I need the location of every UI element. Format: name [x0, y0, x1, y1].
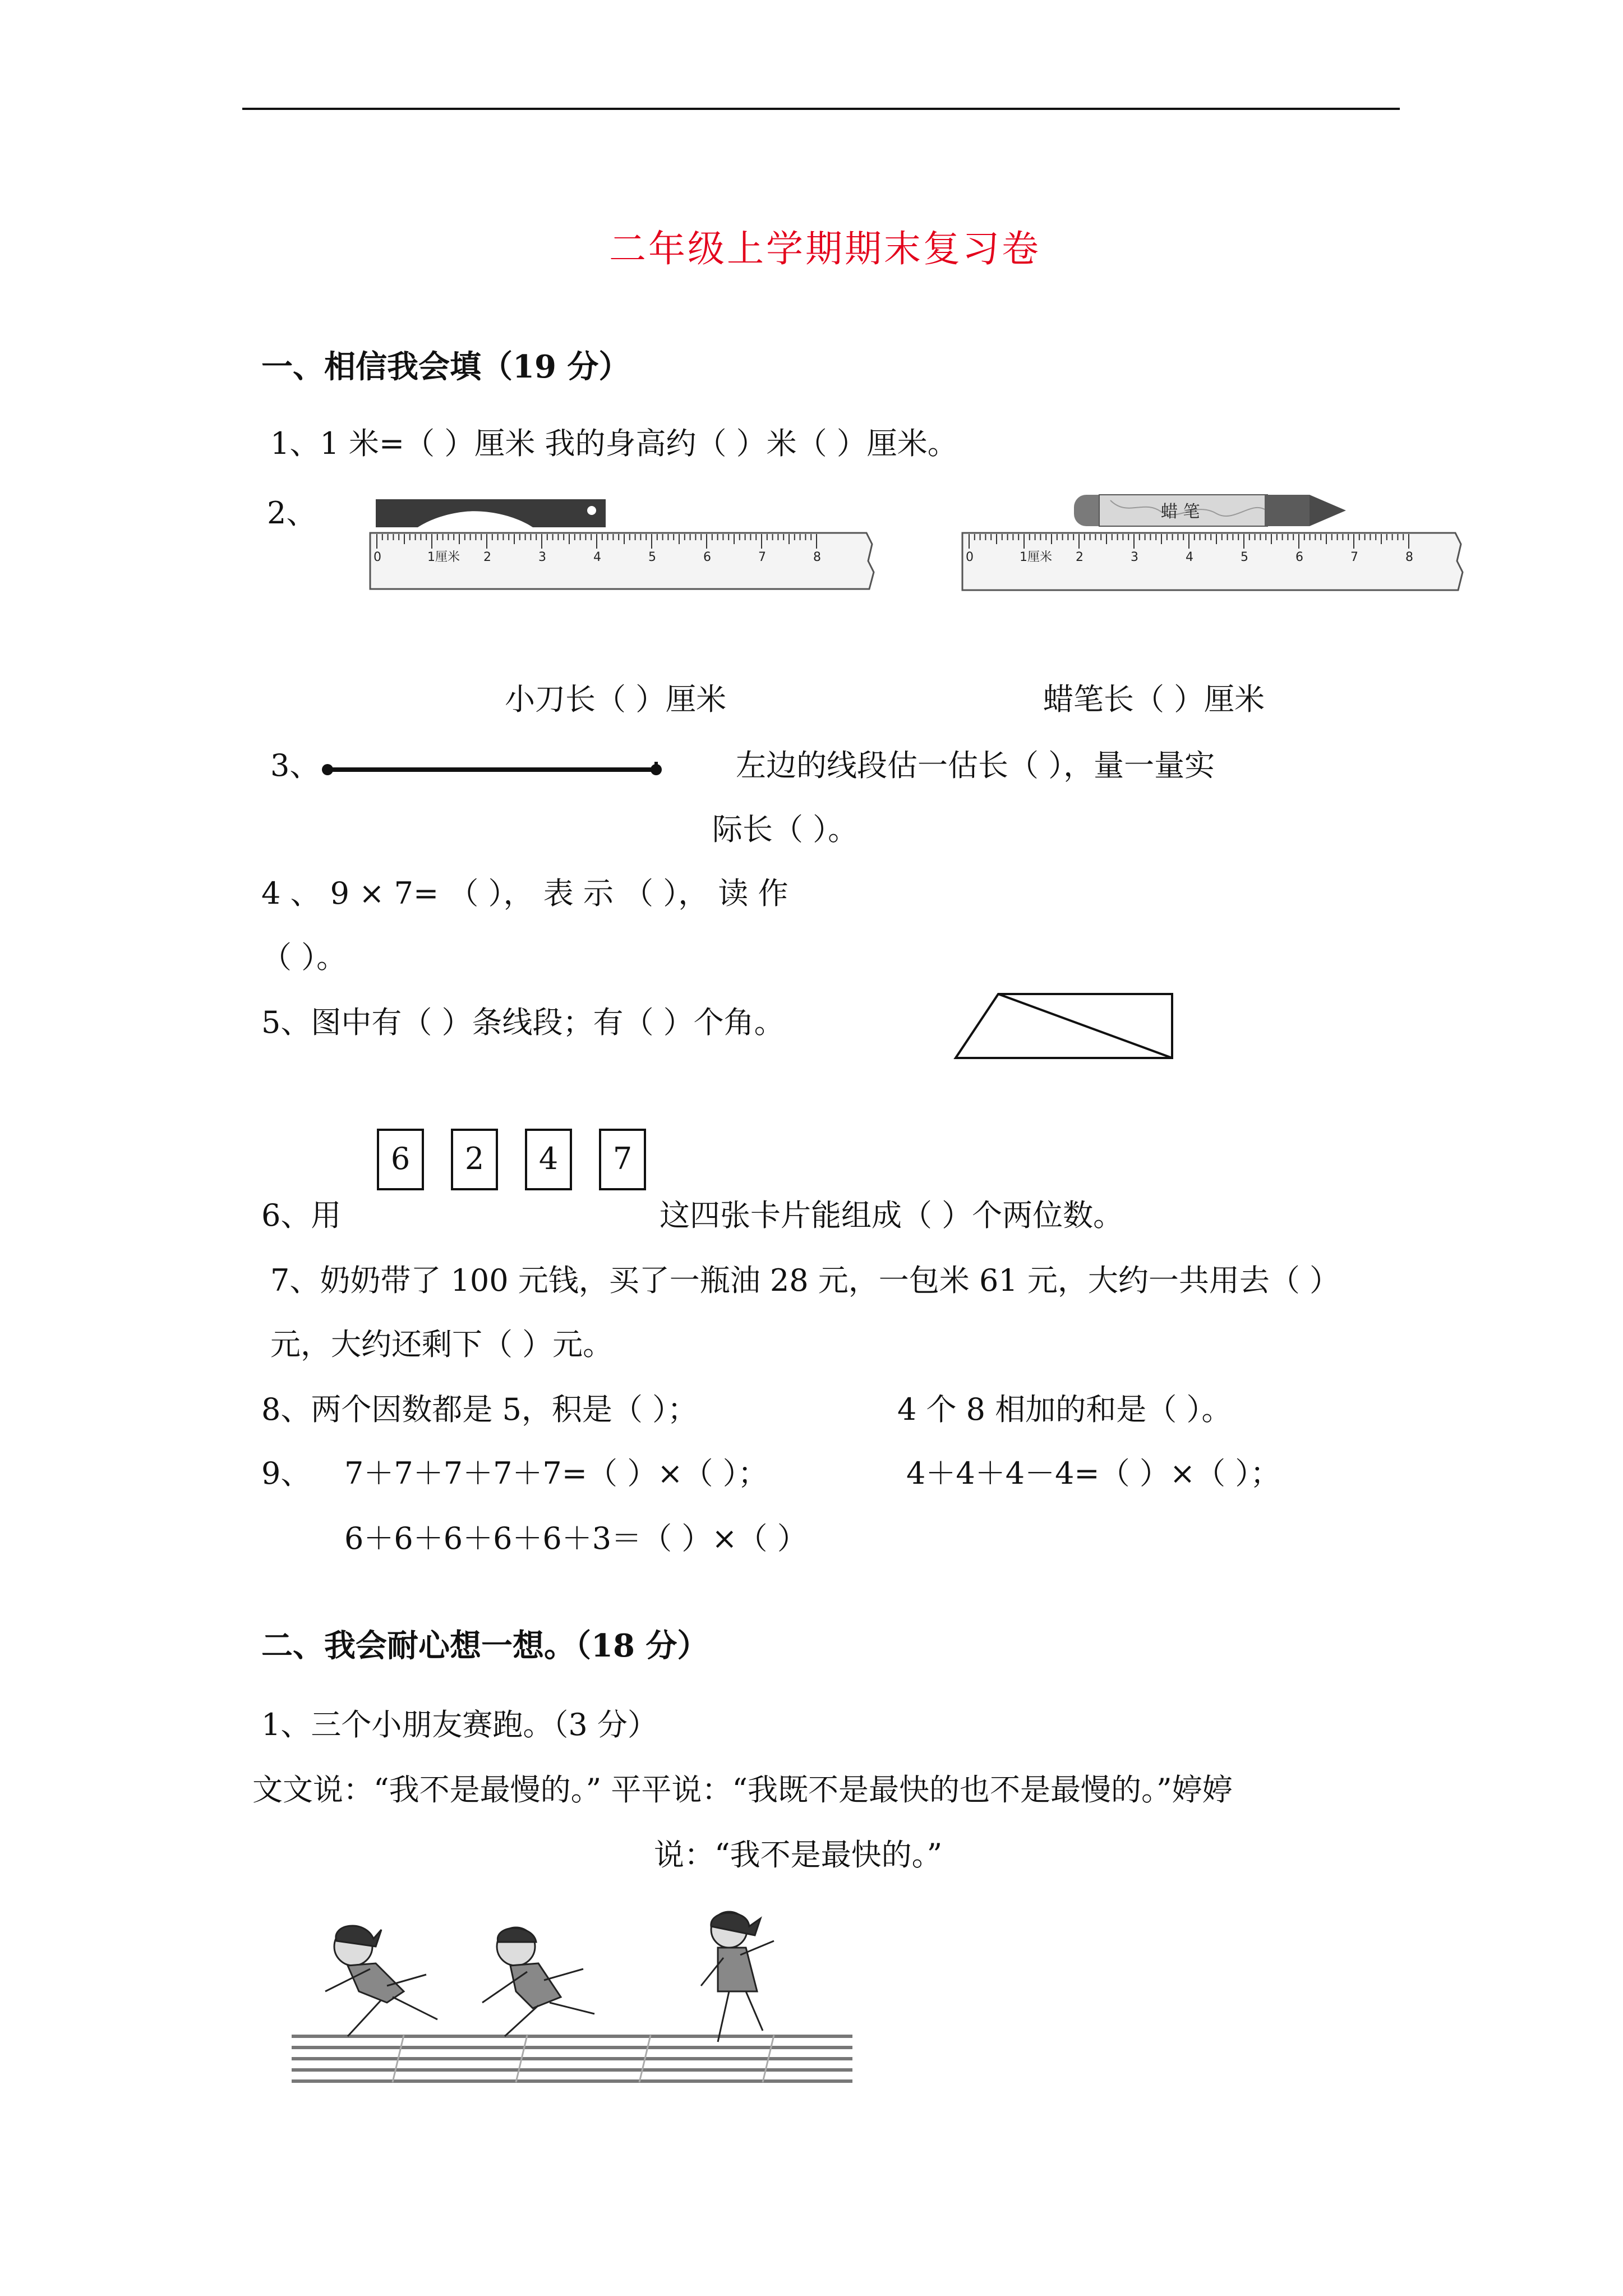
crayon-length-blank: 蜡笔长（ ）厘米: [1043, 682, 1265, 717]
question-1-3-line2: 际长（ ）。: [712, 812, 859, 847]
triangle-figure: [953, 991, 1178, 1064]
question-1-2-number: 2、: [267, 495, 317, 531]
question-1-4-line2: （ ）。: [261, 940, 347, 975]
crayon-label: 蜡 笔: [1161, 502, 1200, 522]
ruler-label: 0: [966, 550, 974, 564]
question-1-1: 1、1 米=（ ）厘米 我的身高约（ ）米（ ）厘米。: [270, 426, 958, 461]
knife-ruler-figure: [365, 494, 903, 600]
question-2-1: 1、三个小朋友赛跑。（3 分）: [261, 1707, 658, 1742]
ruler-label: 4: [1186, 550, 1193, 564]
knife-icon: [376, 499, 606, 527]
digit-card-2: 2: [451, 1129, 498, 1190]
ruler-label: 1厘米: [427, 550, 460, 564]
ruler-label: 1厘米: [1020, 550, 1052, 564]
ruler-label: 2: [1076, 550, 1083, 564]
runner-boy-2: [482, 1927, 594, 2036]
section1-heading: 一、相信我会填（19 分）: [261, 348, 630, 385]
runner-girl-1: [325, 1926, 437, 2036]
question-1-7-line2: 元，大约还剩下（ ）元。: [270, 1327, 614, 1362]
crayon-icon: [1074, 495, 1346, 526]
question-1-6-suffix: 这四张卡片能组成（ ）个两位数。: [660, 1198, 1124, 1233]
question-1-4-line1: 4 、 9 × 7= （ ）， 表 示 （ ）， 读 作: [261, 876, 789, 911]
ruler-label: 7: [1350, 550, 1358, 564]
question-1-9-b: 4＋4＋4－4=（ ）×（ ）；: [906, 1456, 1281, 1491]
runners-picture: [292, 1907, 852, 2087]
ruler-label: 6: [1295, 550, 1303, 564]
page-title: 二年级上学期期末复习卷: [609, 227, 1041, 270]
runner-girl-3: [701, 1912, 774, 2042]
question-1-7-line1: 7、奶奶带了 100 元钱，买了一瓶油 28 元，一包米 61 元，大约一共用去（ ）: [270, 1263, 1340, 1298]
question-1-8-a: 8、两个因数都是 5，积是（ ）；: [261, 1392, 698, 1427]
digit-card-4: 7: [599, 1129, 646, 1190]
line-segment-figure: [320, 758, 667, 781]
digit-card-3: 4: [525, 1129, 572, 1190]
question-1-9-number: 9、: [261, 1456, 311, 1491]
ruler-label: 6: [703, 550, 711, 564]
ruler-label: 8: [813, 550, 821, 564]
knife-length-blank: 小刀长（ ）厘米: [505, 682, 727, 717]
ruler-label: 3: [538, 550, 546, 564]
ruler-label: 3: [1131, 550, 1138, 564]
question-1-3-number: 3、: [270, 748, 320, 783]
ruler-label: 7: [758, 550, 766, 564]
ruler-label: 8: [1405, 550, 1413, 564]
question-1-5: 5、图中有（ ）条线段；有（ ）个角。: [261, 1005, 785, 1040]
question-1-3-line1: 左边的线段估一估长（ ），量一量实: [736, 748, 1215, 783]
question-1-9-c: 6＋6＋6＋6＋6＋3＝（ ）×（ ）: [344, 1521, 808, 1556]
question-2-1-text2: 说：“我不是最快的。”: [654, 1837, 943, 1872]
question-1-9-a: 7＋7＋7＋7＋7=（ ）×（ ）；: [344, 1456, 768, 1491]
crayon-ruler-figure: [959, 489, 1497, 601]
ruler-label: 4: [593, 550, 601, 564]
section2-heading: 二、我会耐心想一想。（18 分）: [261, 1627, 709, 1664]
ruler-label: 5: [648, 550, 656, 564]
digit-card-1: 6: [377, 1129, 424, 1190]
question-1-8-b: 4 个 8 相加的和是（ ）。: [897, 1392, 1232, 1427]
header-rule: [242, 108, 1400, 110]
question-1-6-prefix: 6、用: [261, 1198, 342, 1233]
ruler-label: 0: [374, 550, 381, 564]
ruler-label: 2: [483, 550, 491, 564]
ruler-label: 5: [1241, 550, 1248, 564]
question-2-1-text1: 文文说：“我不是最慢的。” 平平说：“我既不是最快的也不是最慢的。”婷婷: [252, 1772, 1233, 1807]
